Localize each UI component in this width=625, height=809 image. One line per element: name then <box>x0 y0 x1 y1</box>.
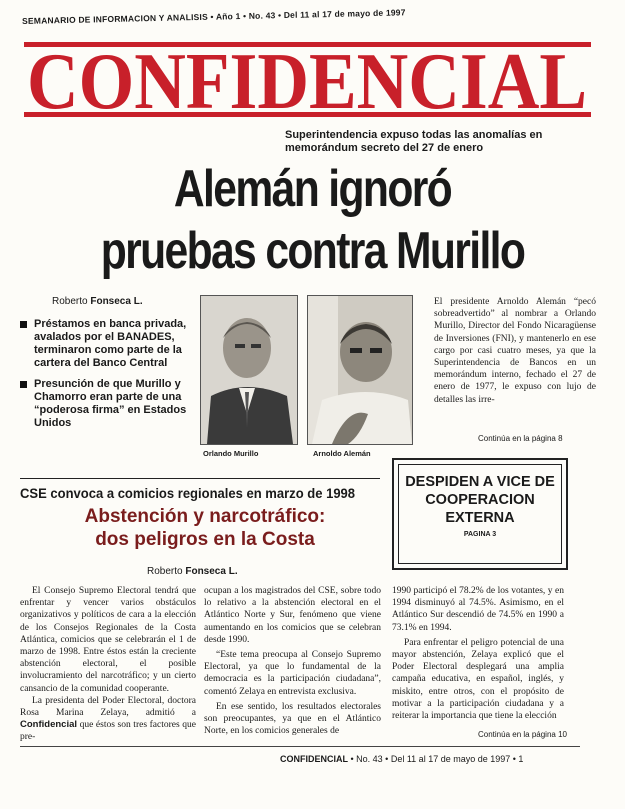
second-byline-last: Fonseca L. <box>185 566 238 577</box>
second-col1b-bold: Confidencial <box>20 719 78 731</box>
second-byline <box>147 566 238 577</box>
second-col-1 <box>20 585 196 744</box>
second-kicker: CSE convoca a comicios regionales en marzo de 1998 <box>20 485 356 501</box>
lead-headline-line1: Alemán ignoró <box>173 160 452 218</box>
lead-byline <box>52 296 143 307</box>
second-col-2 <box>204 585 381 737</box>
lead-continue: Continúa en la página 8 <box>478 434 563 443</box>
boxed-headline: DESPIDEN A VICE DE COOPERACION EXTERNA <box>405 474 555 526</box>
portrait-aleman <box>308 296 412 444</box>
boxed-story-inner <box>398 464 562 564</box>
section-divider <box>20 478 380 479</box>
lead-byline-last: Fonseca L. <box>90 296 143 307</box>
second-col2-para1: ocupan a los magistrados del CSE, sobre todo lo relativo a la abstención electoral en el Atlántico Norte y Sur, fenómeno que viene aumentando en los comicios que se celebran desde 1990. <box>204 586 381 645</box>
masthead-logo <box>20 28 595 124</box>
second-headline <box>20 505 390 551</box>
boxed-page-ref: PAGINA 3 <box>463 531 497 538</box>
footer-name: CONFIDENCIAL <box>280 754 348 764</box>
second-col1b-pre: La presidenta del Poder Electoral, doctora Rosa Marina Zelaya, admitió a <box>20 695 196 719</box>
second-col1-para: El Consejo Supremo Electoral tendrá que enfrentar y vencer varios obstáculos organizativos y políticos de cara a la elección de los Consejos Regionales de la Costa Atlántica, comicios que se celebrarán el 1 de marzo de 1998. Entre éstos están la creciente abstención electoral, el posible involucramiento del narcotráfico; y un cierto cansancio de la comunidad cooperante. <box>20 586 196 694</box>
second-headline-line1: Abstención y narcotráfico: <box>84 506 326 527</box>
caption-murillo: Orlando Murillo <box>203 449 259 458</box>
second-headline-line2: dos peligros en la Costa <box>95 529 315 550</box>
second-col3-para2: Para enfrentar el peligro potencial de una mayor abstención, Zelaya explicó que el Poder Electoral desplegará una amplia campaña educativa, en español, inglés, y miskito, entre otros, con el propósito de motivar a la participación ciudadana y a reiterar la importancia que tiene la elección <box>392 637 564 722</box>
boxed-story <box>392 458 568 570</box>
lead-bullet: Presunción de que Murillo y Chamorro eran parte de una “poderosa firma” en Estados Unidos <box>20 378 190 430</box>
second-col1b-post: que éstos son tres factores que pre- <box>20 720 196 743</box>
caption-aleman: Arnoldo Alemán <box>313 449 371 458</box>
lead-bullets <box>20 318 190 438</box>
second-col3-para1: 1990 participó el 78.2% de los votantes, y en 1994 disminuyó al 74.5%. Asimismo, en el Atlántico Sur descendió de 74.5% en 1990 a 73.1% en 1994. <box>392 586 564 633</box>
footer-rule <box>20 746 580 747</box>
footer-info: • No. 43 • Del 11 al 17 de mayo de 1997 • 1 <box>350 754 524 764</box>
masthead-meta: SEMANARIO DE INFORMACION Y ANALISIS • Año 1 • No. 43 • Del 11 al 17 de mayo de 1997 <box>22 7 406 26</box>
photo-orlando-murillo <box>200 295 298 445</box>
second-col2-para2: “Este tema preocupa al Consejo Supremo Electoral, ya que lo fundamental de la democracia es la participación ciudadana”, comentó Zelaya en entrevista exclusiva. <box>204 650 381 697</box>
second-byline-first: Roberto <box>147 566 183 577</box>
lead-headline <box>73 158 553 282</box>
lead-bullet: Préstamos en banca privada, avalados por el BANADES, terminaron como parte de la cartera del Banco Central <box>20 318 190 370</box>
second-continue: Continúa en la página 10 <box>478 730 567 739</box>
second-col-3 <box>392 585 564 722</box>
lead-kicker: Superintendencia expuso todas las anomalías en memorándum secreto del 27 de enero <box>285 129 543 154</box>
lead-byline-first: Roberto <box>52 296 88 307</box>
photo-arnoldo-aleman <box>307 295 413 445</box>
second-col2-para3: En ese sentido, los resultados electorales son preocupantes, ya que en el Atlántico Norte, en los comicios generales de <box>204 701 381 737</box>
portrait-murillo <box>201 296 297 444</box>
lead-headline-line2: pruebas contra Murillo <box>100 222 525 280</box>
masthead-title: CONFIDENCIAL <box>27 38 587 124</box>
lead-body: El presidente Arnoldo Alemán “pecó sobreadvertido” al nombrar a Orlando Murillo, Director del Fondo Nicaragüense de Inversiones (FNI), y mantenerlo en ese cargo por casi cuatro meses, ya que la Superintendencia de Bancos en un memorándum interno, fechado el 27 de enero de 1977, le expuso con lujo de detalles las irre- <box>434 297 596 405</box>
second-col1-para2 <box>20 695 196 744</box>
footer <box>280 754 523 764</box>
